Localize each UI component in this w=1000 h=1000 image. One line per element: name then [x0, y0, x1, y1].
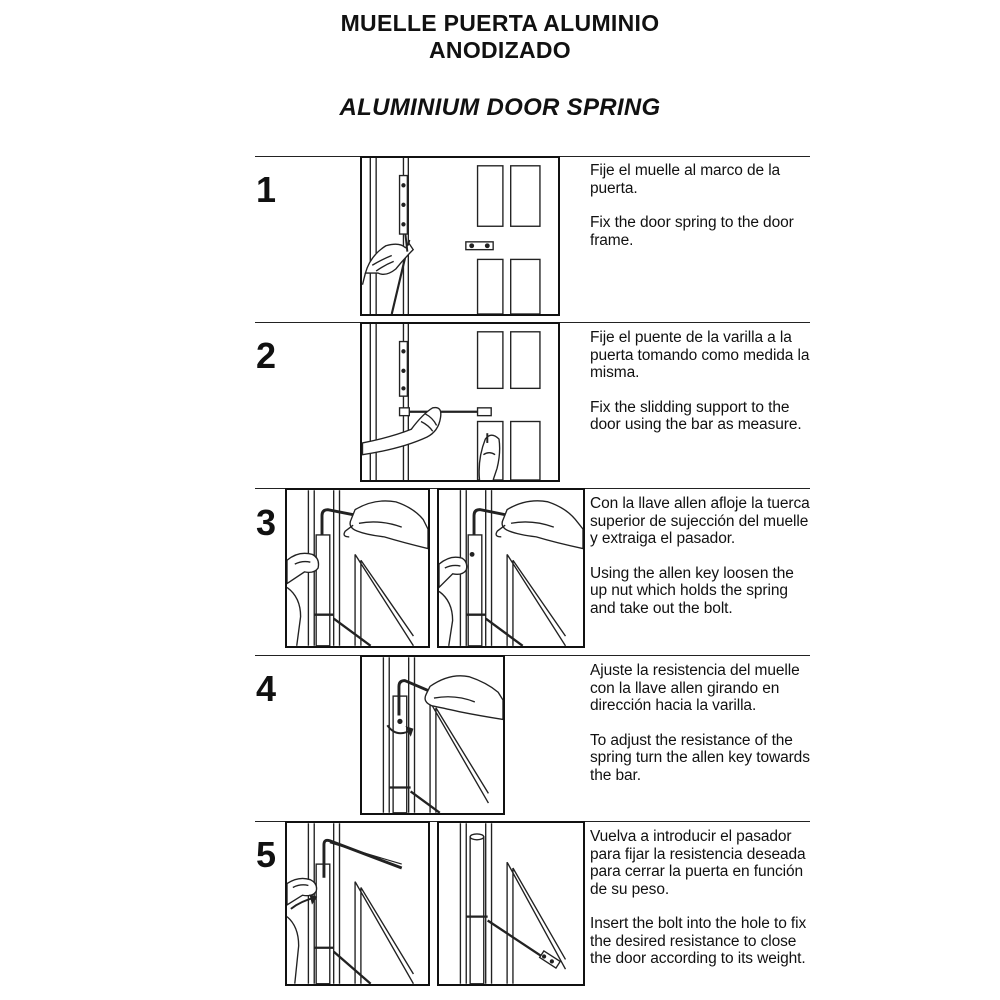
step-1-text-es: Fije el muelle al marco de la puerta.: [590, 162, 781, 197]
step-1-number: 1: [256, 169, 277, 210]
step-1-text-en: Fix the door spring to the door frame.: [590, 214, 794, 249]
step-5-illustration-right: [437, 821, 585, 986]
step-1-instructions: [590, 162, 815, 266]
step-3-text-es: Con la llave allen afloje la tuerca superior de sujección del muelle y extraiga el pasador.: [590, 495, 810, 547]
title-spanish-line1: MUELLE PUERTA ALUMINIO: [340, 10, 660, 36]
step-2-text-en: Fix the slidding support to the door using the bar as measure.: [590, 398, 802, 433]
step-5-instructions: [590, 828, 815, 985]
step-2-instructions: [590, 329, 815, 451]
step-2-text-es: Fije el puente de la varilla a la puerta tomando como medida la misma.: [590, 329, 810, 381]
step-4-text-es: Ajuste la resistencia del muelle con la llave allen girando en dirección hacia la varilla.: [590, 662, 800, 714]
step-4-number: 4: [256, 668, 277, 709]
step-3-instructions: [590, 495, 815, 634]
title-spanish-line2: ANODIZADO: [429, 37, 571, 63]
step-4-text-en: To adjust the resistance of the spring turn the allen key towards the bar.: [590, 731, 810, 784]
step-3-illustration-left: [285, 488, 430, 648]
step-2-illustration: [360, 322, 560, 482]
separator-line: [255, 655, 810, 656]
step-3-text-en: Using the allen key loosen the up nut which holds the spring and take out the bolt.: [590, 564, 794, 617]
step-5-text-en: Insert the bolt into the hole to fix the desired resistance to close the door according to its weight.: [590, 915, 807, 967]
step-5-number: 5: [256, 834, 277, 875]
step-4-illustration: [360, 655, 505, 815]
step-3-illustration-right: [437, 488, 585, 648]
title-english: ALUMINIUM DOOR SPRING: [339, 94, 661, 121]
step-2-number: 2: [256, 335, 277, 376]
step-1-illustration: [360, 156, 560, 316]
step-3-number: 3: [256, 502, 277, 543]
step-5-illustration-left: [285, 821, 430, 986]
step-5-text-es: Vuelva a introducir el pasador para fijar la resistencia deseada para cerrar la puerta en función de su peso.: [590, 828, 806, 898]
step-4-instructions: [590, 662, 815, 801]
